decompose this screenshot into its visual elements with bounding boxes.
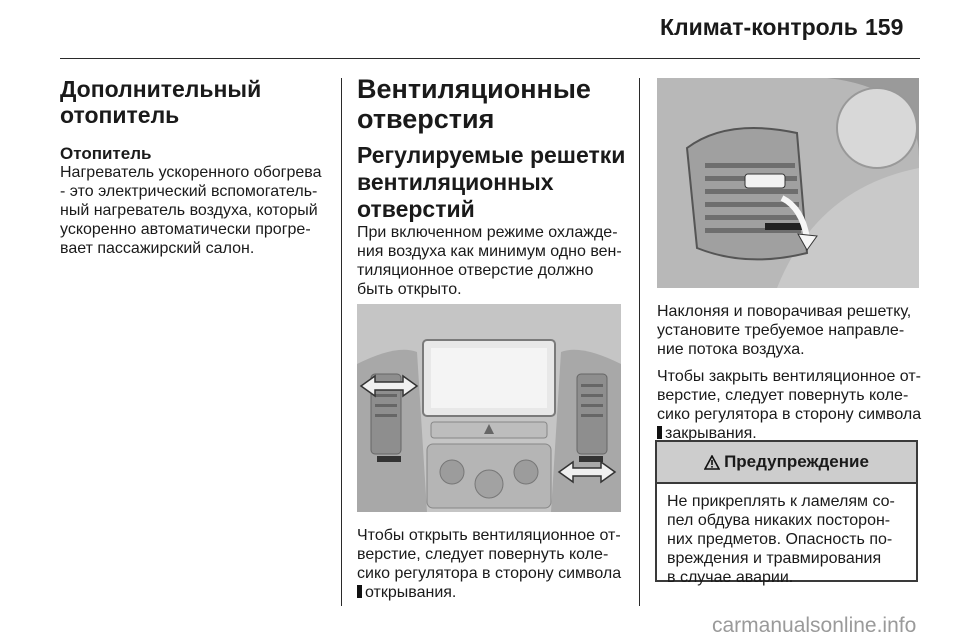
body-text: Чтобы закрыть вентиляционное от- верстие, следует повернуть коле- сико регулятора в сторону символа xyxy=(657,368,922,423)
header-rule xyxy=(60,58,920,59)
dashboard-illustration xyxy=(357,304,621,512)
middle-column xyxy=(357,74,637,299)
body-end-text: закрывания. xyxy=(665,425,757,442)
page-number: 159 xyxy=(865,14,904,40)
section-heading: Дополнительный отопитель xyxy=(60,76,262,128)
watermark: carmanualsonline.info xyxy=(712,614,917,637)
close-symbol-icon xyxy=(657,426,662,439)
caption-end xyxy=(357,583,637,602)
body-text: Нагреватель ускоренного обогрева - это электрический вспомогатель- ный нагреватель воздуха, который ускоренно автоматически прогре- вает пассажирский салон. xyxy=(60,164,322,257)
left-column xyxy=(60,76,335,258)
warning-text: Не прикреплять к ламелям со- пел обдува никаких посторон- них предметов. Опасность по- вреждения и травмирования в случае аварии. xyxy=(667,493,895,586)
caption-text: Чтобы открыть вентиляционное от- верстие, следует повернуть коле- сико регулятора в сторону символа xyxy=(357,527,622,582)
section-heading: Вентиляционные отверстия xyxy=(357,74,591,134)
photo-caption xyxy=(357,526,637,602)
vent-closeup-photo xyxy=(657,78,919,288)
warning-header xyxy=(657,442,916,484)
vent-illustration xyxy=(657,78,919,288)
header-title: Климат-контроль xyxy=(660,14,858,40)
column-divider xyxy=(639,78,640,606)
body-text: Наклоняя и поворачивая решетку, установите требуемое направле- ние потока воздуха. xyxy=(657,303,912,358)
warning-triangle-icon xyxy=(704,455,720,470)
warning-title: Предупреждение xyxy=(724,452,869,471)
column-divider xyxy=(341,78,342,606)
right-column xyxy=(657,302,922,443)
warning-box xyxy=(655,440,918,586)
body-text: При включенном режиме охлажде- ния воздуха как минимум одно вен- тиляционное отверстие должно быть открыто. xyxy=(357,224,622,298)
caption-end-text: открывания. xyxy=(365,584,457,601)
dashboard-vents-photo xyxy=(357,304,621,512)
subsection-heading: Регулируемые решетки вентиляционных отверстий xyxy=(357,142,626,222)
subsection-heading: Отопитель xyxy=(60,144,152,163)
open-symbol-icon xyxy=(357,585,362,598)
